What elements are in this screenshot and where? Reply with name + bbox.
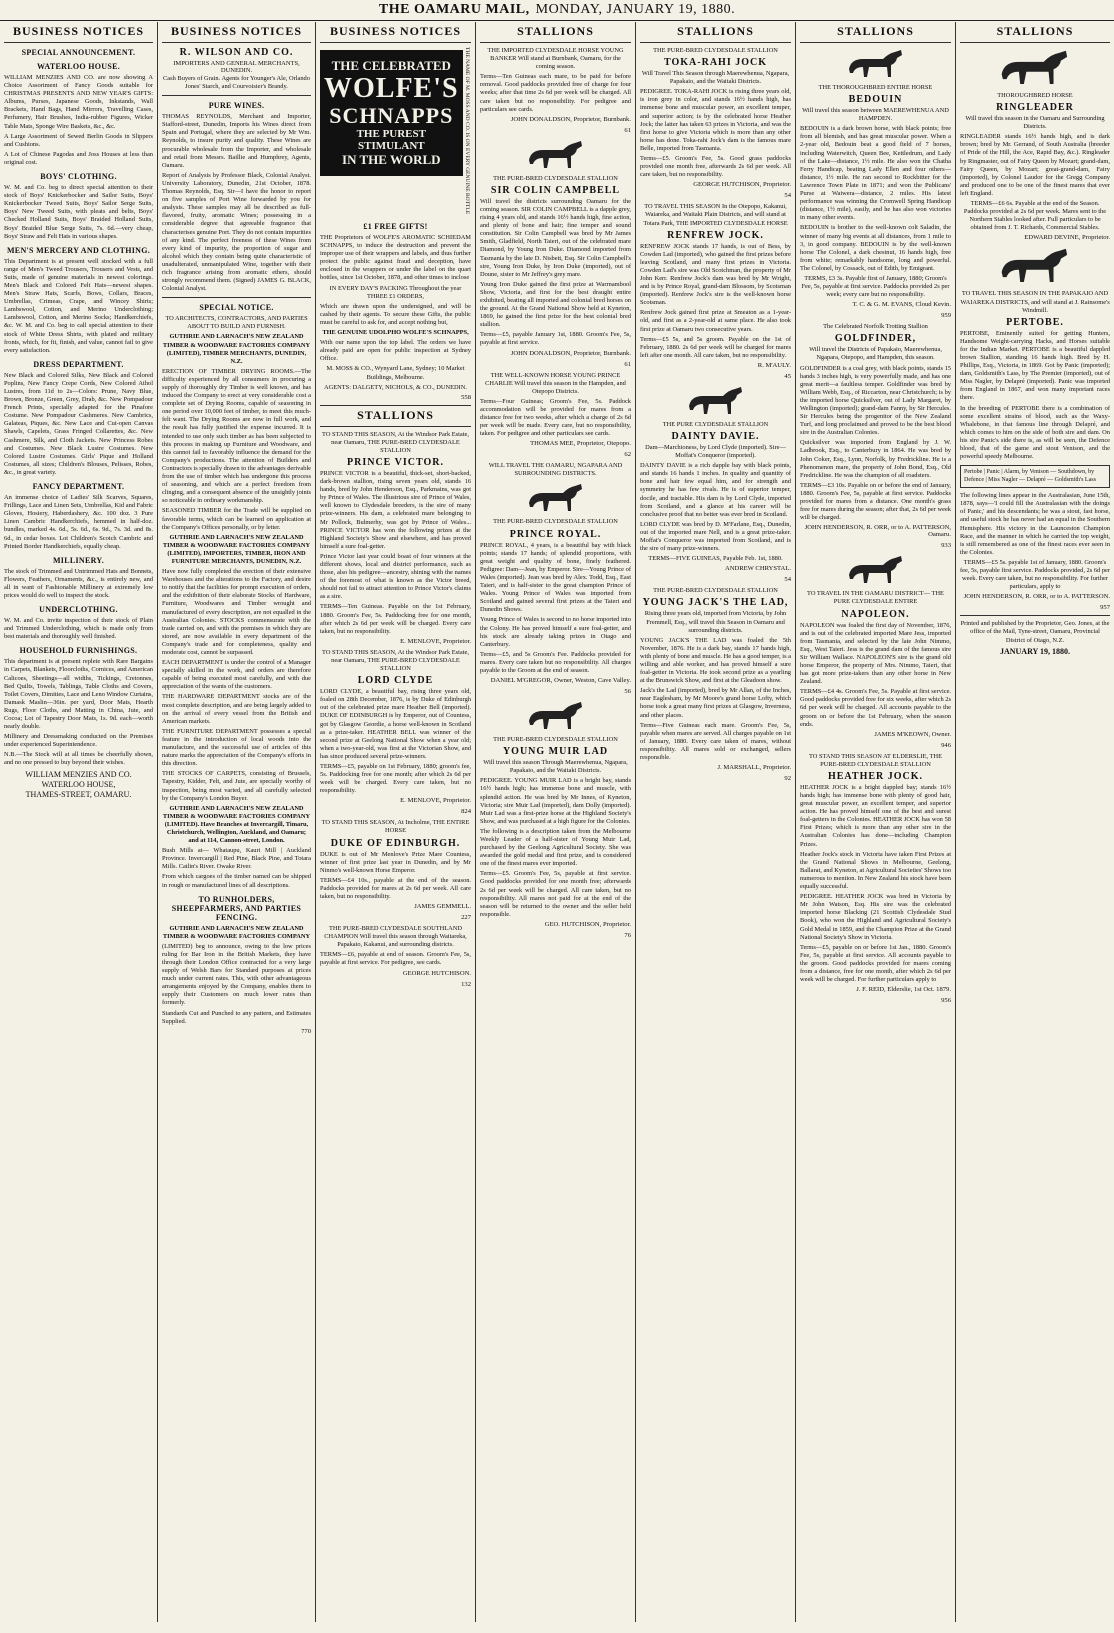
ad-number: 227 bbox=[461, 914, 471, 922]
advertiser-name: GUTHRIE AND LARNACH'S NEW ZEALAND TIMBER & WOODWARE FACTORIES COMPANY (LIMITED). Have Branches at Invercargill, Timaru, Christchurch, Wellington, Auckland, and Oamaru; and at 114, Cannon-street, London. bbox=[162, 804, 311, 845]
paragraph: TO STAND THIS SEASON, At the Windsor Park Estate, near Oamaru, THE PURE-BRED CLYDESDALE STALLION bbox=[322, 648, 469, 673]
signature: GEORGE HUTCHISON. bbox=[402, 969, 471, 977]
divider bbox=[960, 615, 1110, 616]
horse-illustration-icon bbox=[521, 699, 591, 733]
paragraph: LORD CLYDE was bred by D. M'Farlane, Esq., Dunedin, out of the imported mare Nell, and is a great prize-taker. Moffat's Conqueror was imported from Scotland, and is the sire of many prize-winners. bbox=[640, 520, 791, 553]
signature: JOHN HENDERSON, R. ORR, or to A. PATTERSON, Oamaru. bbox=[804, 524, 951, 539]
horse-illustration-icon bbox=[521, 138, 591, 172]
ad-number: 76 bbox=[624, 931, 631, 939]
paragraph: GOLDFINDER is a coal grey, with black points, stands 15 hands 3 inches high, is very powerfully made, and has one great merit—a faultless temper. Goldfinder was bred by William Webb, Esq., of Riccarton, near Christchurch; is by the imported horse Quicksilver, out of Lady Margaret, by Wellington (imported); grand-dam Fanny, by Sir Hercules. Sir Hercules being the progenitor of the New Zealand Turf, and long proclaimed and proved to be the best blood sire in the Australian Colonies. bbox=[800, 364, 951, 437]
paragraph: Terms—£5. Groom's Fee, 5s, payable at first service. Good paddocks provided for one month free; afterwards 2s 6d per week will be charged. All care taken, but no responsibility. All mares not paid for at the end of the season will be returned to the owner and the seller held responsible. bbox=[480, 870, 631, 918]
paragraph: WILL TRAVEL THE OAMARU, NGAPARA AND SURROUNDING DISTRICTS. bbox=[488, 462, 623, 478]
paragraph: TO TRAVEL THIS SEASON IN THE PAPAKAIO AND WAIAREKA DISTRICTS, and will stand at J. Rainsome's Windmill. bbox=[960, 290, 1110, 314]
divider bbox=[162, 95, 311, 96]
paragraph: IN EVERY DAY'S PACKING Throughout the year THREE £1 ORDERS, bbox=[329, 284, 462, 300]
signature: E. MENLOVE, Proprietor. bbox=[400, 637, 471, 645]
paragraph: An immense choice of Ladies' Silk Scarves, Squares, Frillings, Lace and Linen Sets, Umbrellas, Kid and Fabric Gloves, Hosiery, Haberdashery, &c. 100 doz. 3 Pure Linen Cambric Handkerchiefs, hemmed in half-doz. bundles, marked 4s. 6d., 5s. 6d., 6s. 9d., 7s. 3d. and 8s. 6d., in cedar boxes. Lot Children's Scotch Cambric and Printed Border Handkerchiefs, equally cheap. bbox=[4, 494, 153, 550]
section-heading: HOUSEHOLD FURNISHINGS. bbox=[19, 646, 138, 656]
signature: JAMES M'KEOWN, Owner. bbox=[874, 730, 951, 738]
paragraph: TERMS—Ten Guineas. Payable on the 1st February, 1880. Groom's Fee, 5s. Paddocking free for one month, after which 2s 6d per week will be charged. Every care taken, but no responsibility. bbox=[320, 603, 471, 635]
paragraph: PERTOBE, Eminently suited for getting Hunters, Handsome Weight-carrying Hacks, and Horses suitable for the Indian Market. PERTOBE is a beautiful dappled brown Stallion, standing 16 hands high. Bred by H. Phillips, Esq., Victoria, in 1869. Got by Panic (imported); dam, Goldsmith's Lass, by The Premier (imported), out of Miss Nagler, by Delapré (imported). Panic was imported from England in 1867, and won many important races there. bbox=[960, 329, 1110, 402]
paragraph: ERECTION OF TIMBER DRYING ROOMS.—The difficulty experienced by all consumers in procuring a supply of thoroughly dry Timber is well known, and has induced the Company to erect at very considerable cost a complete set of Drying Rooms, capable of seasoning in one period over 10,000 feet of timber, to meet this much-felt want. The Drying Rooms are now in full work, and the result has fully justified the expense incurred. It is intended to use only such timber as has been subjected to this process in making up Furniture and Woodware, and this cannot fail to favorably influence the demand for the Company's productions. The attention of Builders and Contractors is specially drawn to the advantages derivable from the use of timber which has undergone this process of seasoning, and which are a perfect freedom from clinging, and a consequent absence of the unsightly joints so noticeable in ordinary workmanship. bbox=[162, 367, 311, 505]
paragraph: RENFREW JOCK stands 17 hands, is out of Bess, by Cowden Lad (imported), who gained the first prizes before leaving Scotland, and many first prizes in Victoria. Cowden Lad's sire was Old Scotchman, the property of Mr John Kerr. Renfrew Jock's dam was bred by Mr Wright, and is by Prince Royal, grand-dam Blossom, by Scotsman (imported). Renfrew Jock's sire is the well-known horse Scotsman. bbox=[640, 242, 791, 307]
ad-number: 558 bbox=[461, 393, 471, 401]
paragraph: THE PURE-BRED CLYDESDALE STALLION bbox=[653, 47, 778, 54]
paragraph: Quicksilver was imported from England by J. W. Ladbrook, Esq., to Canterbury in 1864. He was bred by John Coker, Esq., Lynn, Norfolk, by Fredrickline. He is a Phenomenon mare, the property of John Bond, Esq., Old Fredrickline. He was the champion of all roadsters. bbox=[800, 439, 951, 479]
paragraph: RINGLEADER stands 16½ hands high, and is dark brown; bred by Mr. Gerrand, of South Australia (breeder of Pride of the Hill, the Ace, Rapid Bay, &c.). Ringleader by Ringmaster, out of Fairy Queen by Mozart; grand-dam, Fairy Queen, by Mozart; great-grand-dam, Fairy (imported), by Colonel Laudor for the Gregg Company and produced one to be one of the finest mares that ever left England. bbox=[960, 133, 1110, 197]
horse-illustration-icon bbox=[681, 384, 751, 418]
paragraph: THE PURE CLYDESDALE STALLION bbox=[662, 420, 769, 428]
pedigree-text: Pertobe | Panic | Alarm, by Venison — Southdown, by Defence | Miss Nagler — Delapré — Goldsmith's Lass bbox=[964, 469, 1096, 483]
paragraph: Will Travel This Season through Maerewhenua, Ngapara, Papakaio, and the Waitaki Districts. bbox=[641, 70, 790, 86]
vertical-caption: THE NAME OF M. MOSS AND CO. IS ON EVERY GENUINE BOTTLE bbox=[464, 47, 470, 215]
paragraph: TERMS—£3 10s. Payable on or before the end of January, 1880. Groom's Fee, 5s, payable at first service. Paddocks provided for mares from a distance. One month's grass free for mares during the season; after that, 2s 6d per week will be charged. bbox=[800, 481, 951, 522]
column-heading: STALLIONS bbox=[960, 22, 1110, 43]
paragraph: N.B.—The Stock will at all times be cheerfully shown, and no one pressed to buy beyond their wishes. bbox=[4, 751, 153, 767]
ad-number: 956 bbox=[941, 997, 951, 1005]
signature: JOHN DONALDSON, Proprietor, Burnbank. bbox=[510, 115, 631, 123]
paragraph: TERMS—£5, payable on 1st February, 1880; groom's fee, 5s. Paddocking free for one month; after which 2s 6d per week will be charged. Every care taken, but no responsibility. bbox=[320, 762, 471, 795]
signature: ANDREW CHRYSTAL. bbox=[724, 565, 791, 573]
paragraph: THOROUGHBRED HORSE bbox=[997, 92, 1073, 99]
paragraph: THE PURE-BRED CLYDESDALE STALLION bbox=[493, 736, 618, 744]
paragraph: The following is a description taken from the Melbourne Weekly Leader of a half-sister of Young Muir Lad, purchased by the Geelong Agricultural Society. She was awarded the gold medal and first prize, and is considered one of the finest mares ever imported. bbox=[480, 827, 631, 868]
paragraph: (LIMITED) beg to announce, owing to the low prices ruling for Bar Iron in the British Markets, they have through their London Office contracted for a very large supply of Welsh Bars for Standard purposes at prices much under current rates. This, with other advantageous arrangements enjoyed by the Company, enables them to supply their Customers on much lower rates than formerly. bbox=[162, 942, 311, 1007]
paragraph: TERMS—£6 6s. Payable at the end of the Season. Paddocks provided at 2s 6d per week. Mares sent to the Northern Stables looked after. Full particulars to be obtained from J. T. Richards, Commercial Stables. bbox=[963, 200, 1107, 232]
section-heading: UNDERCLOTHING. bbox=[39, 605, 118, 615]
paragraph: Will travel this season in the Oamaru and Surrounding Districts. bbox=[965, 115, 1105, 131]
paragraph: SEASONED TIMBER for the Trade will be supplied on favorable terms, which can be learned on application at the Company's Offices personally, or by letter. bbox=[162, 507, 311, 531]
paragraph: THE PURE-BRED CLYDESDALE STALLION bbox=[653, 587, 778, 595]
ad-number: 61 bbox=[624, 360, 631, 368]
paragraph: DAINTY DAVIE is a rich dapple bay with black points, and stands 16 hands 1 inches. In quality and quantity of bone and hair few equal him, and for strength and symmetry he has few rivals. He is of superior temper, docile, and tractable. His dam is by Lord Clyde, imported from Scotland, and a glance at his career will be conclusive proof that no better was ever bred in Scotland. bbox=[640, 462, 791, 518]
advertiser-name: R. WILSON AND CO. bbox=[179, 47, 294, 58]
paragraph: Dam—Marchioness, by Lord Clyde (imported). Sire—Moffat's Conqueror (imported). bbox=[645, 444, 786, 460]
footer-date: JANUARY 19, 1880. bbox=[999, 646, 1071, 656]
signature: EDWARD DEVINE, Proprietor. bbox=[1024, 234, 1110, 242]
pedigree-table bbox=[960, 465, 1110, 488]
stallion-name: RINGLEADER bbox=[996, 102, 1074, 114]
ad-number: 45 bbox=[784, 372, 791, 380]
paragraph: Terms—£5. Groom's Fee, 5s. Good grass paddocks provided one month free, afterwards 2s 6d per week. All care taken, but no responsibility. bbox=[640, 155, 791, 179]
ad-brand: SCHNAPPS bbox=[329, 103, 454, 128]
ad-number: 132 bbox=[461, 980, 471, 988]
paragraph: LORD CLYDE, a beautiful bay, rising three years old, foaled on 28th December, 1876, is by Duke of Edinburgh out of the celebrated prize mare Heather Bell (imported). DUKE OF EDINBURGH is by Emperor, out of Countess, got by Glasgow Geordie, a horse well-known in Scotland as a prize-taker. HEATHER BELL was winner of the second prize at Geelong National Show when a year old; when a two-year-old, was first at the Victorian Show, and has since produced several prize-winners. bbox=[320, 688, 471, 760]
stallion-name: PERTOBE. bbox=[1006, 316, 1064, 328]
stallion-name: GOLDFINDER, bbox=[834, 333, 917, 345]
paragraph: THE PURE-BRED CLYDESDALE STALLION bbox=[493, 518, 618, 526]
paragraph: In the breeding of PERTOBE there is a combination of some excellent strains of blood, such as the Waxy-Whalebone, in that famous line through Delapré, and which comes to him on the side of both sire and dam. On his sire Panic's side there is, as will be seen, the Defence blood, that of the game and stout Venison, and the powerful speedy Melbourne. bbox=[960, 404, 1110, 461]
signature: GEORGE HUTCHISON, Proprietor. bbox=[693, 181, 791, 189]
section-heading: MILLINERY. bbox=[52, 555, 105, 565]
ad-brand: WOLFE'S bbox=[324, 73, 459, 104]
masthead-paper: THE OAMARU MAIL, bbox=[378, 2, 530, 17]
paragraph: A Lot of Chinese Pagodas and Joss Houses at less than original cost. bbox=[4, 150, 153, 166]
ad-number: 61 bbox=[624, 126, 631, 134]
signature: J. F. REID, Elderslie, 1st Oct. 1879. bbox=[856, 986, 951, 994]
paragraph: Terms—£5, payable January 1st, 1880. Groom's Fee, 5s, payable at first service. bbox=[480, 331, 631, 347]
signature: THOMAS MEE, Proprietor, Otepopo. bbox=[530, 440, 631, 448]
paragraph: Which are drawn upon the undersigned, and will be cashed by their agents. To secure these Gifts, the public must be careful to ask for, and accept nothing but, bbox=[320, 302, 471, 326]
column-2 bbox=[158, 22, 316, 1622]
paragraph: TERMS—£6, payable at end of season. Groom's Fee, 5s, payable at first service. For pedigree, see cards. bbox=[320, 951, 471, 967]
paragraph: TERMS—£4 10s., payable at the end of the season. Paddocks provided for mares at 2s 6d per week. All care taken, but no responsibility. bbox=[320, 876, 471, 900]
paragraph: Terms—£5 5s, and 5s groom. Payable on the 1st of February, 1880. 2s 6d per week will be charged for mares left after one month. All care taken, but no responsibility. bbox=[640, 335, 791, 359]
paragraph: THE GENUINE UDOLPHO WOLFE'S SCHNAPPS, bbox=[322, 329, 469, 337]
column-heading: STALLIONS bbox=[800, 22, 951, 43]
column-4 bbox=[476, 22, 636, 1622]
paragraph: Terms—Five Guineas each mare. Groom's Fee, 5s, payable when mares are served. All charges payable on 1st of January, 1880. Every care taken of mares, without responsibility. All mares sold or exchanged, sellers responsible. bbox=[640, 721, 791, 761]
column-heading: STALLIONS bbox=[640, 22, 791, 43]
paragraph: The following lines appear in the Australasian, June 15th, 1878, says—'I could fill the Australasian with the doings of Panic,' and his descendants; he was a stout, fast horse, and useful stock he has never had an equal in the Southern Hemisphere. His victory in the Launceston Champion Race, and the manner in which he carried the top weight, is still remembered as one of the finest races ever seen in the Colonies. bbox=[960, 492, 1110, 556]
paragraph: Will travel this season between MAEREWHENUA AND HAMPDEN. bbox=[802, 107, 949, 123]
paragraph: Renfrew Jock gained first prize at Smeaton as a 1-year-old, and first as a 2-year-old at same place. He also took first prize at Oamaru two consecutive years. bbox=[640, 309, 791, 333]
paragraph: Millinery and Dressmaking conducted on the Premises under experienced Superintendence. bbox=[4, 733, 153, 749]
stallion-name: PRINCE ROYAL. bbox=[509, 528, 602, 540]
advertiser-name: GUTHRIE AND LARNACH'S NEW ZEALAND TIMBER & WOODWARE FACTORIES COMPANY (LIMITED), TIMBER MERCHANTS, DUNEDIN, N.Z. bbox=[162, 333, 311, 365]
stallion-name: PRINCE VICTOR. bbox=[347, 456, 444, 468]
paragraph: The Celebrated Norfolk Trotting Stallion bbox=[823, 323, 928, 331]
signature: WILLIAM MENZIES AND CO. bbox=[25, 769, 132, 779]
ad-line: THE PUREST STIMULANT bbox=[356, 128, 426, 152]
signature: R. M'AULY. bbox=[757, 361, 791, 369]
ad-number: 54 bbox=[784, 576, 791, 584]
column-6 bbox=[796, 22, 956, 1622]
signature: JOHN DONALDSON, Proprietor, Burnbank. bbox=[510, 349, 631, 357]
paragraph: THOMAS REYNOLDS, Merchant and Importer, Stafford-street, Dunedin, Imports his Wines direct from Spain and Portugal, where they are selected by Mr Wm. Reynolds, to insure purity and quality. These Wines are procurable wholesale from the Importer, and wholesale and retail from Messrs. Baillie and Humphrey, Agents, Oamaru. bbox=[162, 113, 311, 169]
paragraph: Report of Analysis by Professor Black, Colonial Analyst. University Laboratory, Dunedin, 21st October, 1878. Thomas Reynolds, Esq. Sir—I have the honor to report on five samples of Port Wine forwarded by you for analysis. These samples may all be described as full-flavored, fruity, aromatic Wines; possessing in a considerable degree that agreeable fragrance that characterises genuine Port. They do not contain impurities of any kind. The perfect freeness of these Wines from every kind of impurity, the proportion of sugar and alcohol which they contain being quite characteristic of unadulterated, unmanipulated Wine, together with their rich fragrance arising from aromatic ethers, should strongly recommend them. (Signed) JAMES G. BLACK, Colonial Analyst. bbox=[162, 171, 311, 293]
column-3 bbox=[316, 22, 476, 1622]
paragraph: Jack's the Lad (imported), bred by Mr Allan, of the Inches, near Eaglesham, by Mr Moore's grand horse Lofty, which horse took a great many first prizes at Glasgow, Inverness, and other places. bbox=[640, 687, 791, 719]
section-heading: PURE WINES. bbox=[208, 101, 265, 111]
paragraph: Will travel the Districts of Papakaio, Maerewhenua, Ngapara, Otepopo, and Hampden, this season. bbox=[809, 346, 942, 362]
section-heading: MEN'S MERCERY AND CLOTHING. bbox=[6, 245, 151, 255]
paragraph: PEDIGREE. HEATHER JOCK was bred in Victoria by Mr John Watson, Esq. His sire was the celebrated imported horse Blacking (21 Scottish Clydesdale Stud Book), who won the Highland and Agricultural Society's Gold Medal in 1859, and the Champion Prize at the Grand National Society's Show in Victoria. bbox=[800, 893, 951, 941]
paragraph: HEATHER JOCK is a bright dappled bay; stands 16½ hands high; has immense bone with plenty of good hair, great muscular power, an excellent temper, and superior action. He has proved himself one of the best and surest foal-getters in the Colonies. HEATHER JOCK has won 58 First Prizes; which is more than any other sire in the Australian Colonies has done—including Champion Prizes. bbox=[800, 783, 951, 848]
ad-number: 933 bbox=[941, 542, 951, 550]
paragraph: THE THOROUGHBRED ENTIRE HORSE bbox=[818, 84, 933, 91]
paragraph: From which cargoes of the timber named can be shipped in rough or manufactured lines of all descriptions. bbox=[162, 873, 311, 889]
paragraph: New Black and Colored Silks, New Black and Colored Poplins, New Fancy Crepe Cords, New Colored Athol Lustres, from 11d to 2s—Colors: Prune, Navy Blue, Brown, Bronze, Green, Grey, Drab, &c. New Pompadour French Prints, specially adapted for the Pinafore Costume. New Pompadour Cashmeres. New Cambrics, Galateas, Piques, &c. New Lace and Cut-open Canvas Shawls, Capelets, Grass Fringed Collarettes, &c. New Cashmere, Silk, and Cloth Jackets. New Princess Robes and Costumes. New Black Lustre Costumes. New Colored Lustre Costumes. Girls' Pique and Holland Costumes, all sizes; Children's Blouses, Pelisses, Robes, &c., in great variety. bbox=[4, 371, 153, 476]
paragraph: PRINCE VICTOR is a beautiful, thick-set, short-backed, dark-brown stallion, rising seven years old, stands 16 hands, bred by John Henderson, Esq., Parkmains, was got by Prince of Wales. The illustrious sire of Prince of Wales, well known to Clydesdale breeders, is the sire of many prize-winners. His dam, a celebrated mare belonging to Mr Pollock, Bulmerhy, was got by Prince of Wales... PRINCE VICTOR has won the following prizes at the Highland Society's Show and elsewhere, and has proved himself a sure foal-getter. bbox=[320, 469, 471, 550]
section-heading: SPECIAL ANNOUNCEMENT. bbox=[21, 48, 136, 57]
terms: TERMS—FIVE GUINEAS, Payable Feb. 1st, 1880. bbox=[648, 555, 783, 563]
paragraph: BEDOUIN is a dark brown horse, with black points; free from all blemish, and has great muscular power. When a 2-year old, Bedouin beat a good field of 7 horses, including Waterwitch, Queen Bee, Kettledrum, and Lady of the Lake—distance, 1½ mile. He also won the Chatha Ferry Handicap, beating Lady Ellen and four others—distance, 1½ mile. He ran second to Rockbitter for the Lawrence Town Plate in 1871; and won the Publicans' Purse at Waiwera—distance, 2 miles. His latest performance was winning the Cromwell Spring Handicap (distance, 1½ mile), easily, and he has also won victories in many other events. bbox=[800, 125, 951, 222]
ad-number: 54 bbox=[784, 192, 791, 200]
column-heading: STALLIONS bbox=[480, 22, 631, 43]
ad-number: 957 bbox=[1100, 604, 1110, 612]
advertiser-name: GUTHRIE AND LARNACH'S NEW ZEALAND TIMBER & WOODWARE FACTORIES COMPANY bbox=[162, 924, 311, 940]
paragraph: THE IMPORTED CLYDESDALE HORSE YOUNG BANKER Will stand at Burnbank, Oamaru, for the coming season. bbox=[487, 47, 624, 71]
paragraph: THE Proprietors of WOLFE'S AROMATIC SCHIEDAM SCHNAPPS, to induce the destruction and prevent the improper use of their wrappers and labels, and thus further protect the public against fraud and deception, have enclosed in the wrappers or under the label on the quart bottles, since 1st October, 1878, and other times to inclose bbox=[320, 234, 471, 282]
column-heading: BUSINESS NOTICES bbox=[4, 22, 153, 43]
paragraph: TO TRAVEL THIS SEASON In the Otepopo, Kakanui, Waiareka, and Waitaki Plain Districts, and will stand at Totara Park, THE IMPORTED CLYDESDALE HORSE bbox=[643, 203, 788, 227]
ad-line: IN THE WORLD bbox=[342, 152, 441, 167]
section-heading: SPECIAL NOTICE. bbox=[199, 303, 274, 313]
ad-number: 92 bbox=[784, 775, 791, 783]
ad-number: 770 bbox=[301, 1027, 311, 1035]
paragraph: Terms—Four Guineas; Groom's Fee, 5s. Paddock accommodation will be provided for mares from a distance free for two weeks, after which a charge of 2s 6d per week will be made. Every care, but no responsibility, taken. For pedigree and other particulars see cards. bbox=[480, 397, 631, 438]
paragraph: BEDOUIN is brother to the well-known colt Saladin, the winner of many big events at all distances, from 1 mile to 3, in good company. BEDOUIN is by the well-known horse The Colonel, a dark chestnut, 16 hands high, free from white; remarkably handsome, long and powerful. The Colonel, by Cossack, out of Edith, by Emigrant. bbox=[800, 224, 951, 272]
masthead bbox=[0, 0, 1114, 21]
paragraph: This department is at present replete with Rare Bargains in Carpets, Blankets, Floorcloths, Cornices, and American Calicoes, Sheetings—all widths, Tickings, Cretonnes, Bed Quilts, Towels, Tablings, Table Cloths and Covers, Toilet Covers, Dimities, Lace and Leno Window Curtains, Damask Maslin—36in. per yard, Door Mats, Hearth Rugs, Floor Cloths, and Matting in China, Jute, and Cocoa; Lot of Tapestry Door Mats, 1s. 9d. each—worth nearly double. bbox=[4, 658, 153, 731]
paragraph: Prince Victor last year could boast of four winners at the different shows, local and district performance, such as those, also his pedigree—ancestry, shining with the names of the foremost of what is known as the Victor breed, should not fail to attract attention to Prince Victor's claims as a sire. bbox=[320, 552, 471, 601]
signature: JOHN HENDERSON, R. ORR, or to A. PATTERSON. bbox=[963, 593, 1110, 601]
column-heading: BUSINESS NOTICES bbox=[320, 22, 471, 43]
paragraph: Terms—£5, and 5s Groom's Fee. Paddocks provided for mares. Every care taken but no responsibility. All charges payable to the Groom at the end of season. bbox=[480, 650, 631, 674]
ad-number: 959 bbox=[941, 312, 951, 320]
ad-number: 824 bbox=[461, 808, 471, 816]
paragraph: Terms—Ten Guineas each mare, to be paid for before removal. Good paddocks provided free of charge for four weeks; after that time 2s 6d per week will be charged. All care taken but no responsibility. For pedigree and particulars see cards. bbox=[480, 73, 631, 113]
paragraph: PEDIGREE. TOKA-RAHI JOCK is rising three years old, is iron grey in color, and stands 16½ hands high, has immense bone and muscular power, an excellent temper, and superior action; is by the celebrated horse Heather Jock; the latter has taken 63 prizes in Victoria, and was the first horse to give Victoria which is more than any other horse has done. Toka-rahi Jock's dam is the famous mare Belle, imported from Tasmania. bbox=[640, 88, 791, 152]
paragraph: Standards Cut and Punched to any pattern, and Estimates Supplied. bbox=[162, 1009, 311, 1025]
stallion-name: LORD CLYDE bbox=[357, 675, 434, 687]
divider bbox=[162, 297, 311, 298]
masthead-date: MONDAY, JANUARY 19, 1880. bbox=[535, 2, 736, 17]
stallion-name: YOUNG JACK'S THE LAD, bbox=[642, 597, 789, 609]
section-heading: BOYS' CLOTHING. bbox=[40, 172, 117, 182]
paragraph: Will travel this season Through Maerewhenua, Ngapara, Papakaio, and the Waitaki Districts. bbox=[483, 759, 628, 775]
section-heading: DRESS DEPARTMENT. bbox=[33, 359, 124, 369]
paragraph: Young Iron Duke gained the first prize at Warrnambool Show, Victoria, and first for the best draught entire exhibited, beating all imported and colonial bred horses on the ground. At the Grand National Show held at Kyneton, 1869, he gained the first prize for the best colonial bred stallion. bbox=[480, 280, 631, 329]
horse-illustration-icon bbox=[841, 47, 911, 81]
section-heading: TO RUNHOLDERS, SHEEPFARMERS, AND PARTIES FENCING. bbox=[171, 894, 302, 922]
stallion-name: DAINTY DAVIE. bbox=[671, 431, 760, 442]
paragraph: W. M. and Co. beg to direct special attention to their stock of Boys' Knickerbocker and Sailor Suits, Boys' Knickerbocker Tweed Suits, Boys' Sailor Serge Suits, Boys' New Tweed Suits, with pleats and belts, Boys' Checked Holland Suits, Boys' Braided Holland Suits, Boys' Braided Blue Serge Suits, 7s. 6d.—very cheap, Boys' Straw and Felt Hats in various shapes. bbox=[4, 184, 153, 240]
paragraph: TO ARCHITECTS, CONTRACTORS, AND PARTIES ABOUT TO BUILD AND FURNISH. bbox=[165, 315, 308, 331]
paragraph: THE WELL-KNOWN HORSE YOUNG PRINCE CHARLIE Will travel this season in the Hampden, and Otepopo Districts. bbox=[485, 371, 626, 395]
paragraph: Heather Jock's stock in Victoria have taken First Prizes at the Grand National Shows in Melbourne, Geelong, Ballarat, and Kyneton, at Agricultural Societies' Shows too numerous to mention. In New Zealand his stock have been equally successful. bbox=[800, 850, 951, 891]
paragraph: PEDIGREE. YOUNG MUIR LAD is a bright bay, stands 16½ hands high; has immense bone and muscle, with splendid action. He was bred by Mr Innes, of Kyneton, Victoria; sire Muir Lad (imported), dam Dolly (imported). Muir Lad was a first-prize horse at the Highland Society's Show, and was purchased at a high figure for the Colonies. bbox=[480, 777, 631, 825]
paragraph: Cash Buyers of Grain. Agents for Younger's Ale, Orlando Jones' Starch, and Courvoisier's Brandy. bbox=[163, 75, 310, 91]
paragraph: YOUNG JACK'S THE LAD was foaled the 5th November, 1876. He is a dark bay, stands 17 hands high, with plenty of bone and muscle. He has a good temper, is a willing and able worker, and has proved himself a sure foal-getter in Victoria. He took second prize as a yearling at the Brunswick Show, and first at the Gleadoon show. bbox=[640, 636, 791, 685]
paragraph: THE FURNITURE DEPARTMENT possesses a special feature in the introduction of local woods into the manufacture, and the successful use of articles of this nature marks the appreciation of the Company's efforts in this direction. bbox=[162, 727, 311, 768]
paragraph: This Department is at present well stocked with a full range of Men's Tweed Trousers, Trousers and Vests, and Suits, made of genuine materials in newest colorings. Men's Black and Colored Felt Hats—newest shapes. Men's Straw Hats, Scarfs, Bows, Collars, Braces, Umbrellas, Crimeas, Crape, and Wincey Shirts; Lambswool, Cotton, and Merino Underclothing; Lambswool, Cotton, and Merino Socks; Handkerchiefs, &c. W. M. and Co. beg to call special attention to their stock of White Dress Shirts, with plated and military fronts, which, for fit, finish, and value, cannot fail to give every satisfaction. bbox=[4, 257, 153, 354]
paragraph: WILLIAM MENZIES AND CO. are now showing A Choice Assortment of Fancy Goods suitable for CHRISTMAS PRESENTS AND NEW YEAR'S GIFTS: Albums, Purses, Japanese Goods, Inkstands, Wall Brackets, Hand Bags, Hand Mirrors, Travelling Cases, Perfumery, Hair Brushes, India-rubber Figures, Wicker Table Mats, Sponge Wire Baskets, &c., &c. bbox=[4, 74, 153, 130]
imprint: Printed and published by the Proprietor, Geo. Jones, at the office of the Mail, Tyne-street, Oamaru, Provincial District of Otago, N.Z. bbox=[960, 620, 1110, 644]
signature: T. C. & G. M. EVANS, Cloud Kevin. bbox=[852, 301, 951, 309]
column-heading: BUSINESS NOTICES bbox=[162, 22, 311, 43]
column-5 bbox=[636, 22, 796, 1622]
paragraph: TERMS, £3 3s. Payable first of January, 1880; Groom's Fee, 5s, payable at first service. Paddocks provided 2s per week; every care but no responsibility. bbox=[801, 274, 950, 299]
advertiser-name: GUTHRIE AND LARNACH'S NEW ZEALAND TIMBER & WOODWARE FACTORIES COMPANY (LIMITED), IMPORTERS, TIMBER, IRON AND FURNITURE MERCHANTS, DUNEDIN, N.Z. bbox=[162, 533, 311, 565]
stallion-name: RENFREW JOCK. bbox=[667, 229, 764, 241]
paragraph: TO STAND THIS SEASON, At Incholme, THE ENTIRE HORSE bbox=[321, 819, 470, 835]
paragraph: Bush Mills at— Whataupu, Kauri Mill | Auckland Province. Invercargill | Red Pine, Black Pine, and Totara Mills. Catlin's River. Owake River. bbox=[162, 847, 311, 871]
paragraph: A Large Assortment of Sewed Berlin Goods in Slippers and Cushions. bbox=[4, 132, 153, 148]
section-heading: £1 FREE GIFTS! bbox=[363, 222, 428, 231]
paragraph: DUKE is out of Mr Menlove's Prize Mare Countess, winner of first prize last year in Dunedin, and by Mr Ninmo's well-known Horse Emperor. bbox=[320, 850, 471, 874]
paragraph: THE PURE-BRED CLYDESDALE STALLION bbox=[493, 174, 618, 182]
horse-illustration-icon bbox=[990, 245, 1080, 287]
horse-illustration-icon bbox=[841, 553, 911, 587]
column-7 bbox=[956, 22, 1114, 1622]
paragraph: Terms—£5, payable on or before 1st Jan., 1880. Groom's Fee, 5s, payable at first service. All accounts payable to the groom. Good paddocks provided for mares coming from a distance, free for one month, after which 2s 6d per week will be charged. For further particulars apply to bbox=[800, 943, 951, 984]
paragraph: Rising three years old, imported from Victoria, by John Fremmell, Esq., will travel this Season in Oamaru and surrounding districts. bbox=[644, 610, 787, 634]
section-heading: FANCY DEPARTMENT. bbox=[32, 482, 125, 492]
signature: THAMES-STREET, OAMARU. bbox=[25, 789, 132, 799]
paragraph: THE STOCKS OF CARPETS, consisting of Brussels, Tapestry, Kidder, Felt, and Jute, are specially worthy of inspection, being most varied, and all carefully selected by the Company's London Buyer. bbox=[162, 770, 311, 802]
column-heading: STALLIONS bbox=[320, 405, 471, 427]
paragraph: W. M. and Co. invite inspection of their stock of Plain and Trimmed Underclothing, which is made only from best materials and thoroughly well finished. bbox=[4, 617, 153, 641]
paragraph: Will travel the districts surrounding Oamaru for the coming season. SIR COLIN CAMPBELL is a dapple grey, rising 4 years old, and stands 16½ hands high, fine action, and plenty of bone and hair; fine temper and sound constitution. Sir Colin Campbell was bred by Mr James Smith, Gladfield, North Taieri, out of the celebrated mare Diamond, by Young Iron Duke. Diamond imported from Tasmania by the late D. Nisbett, Esq. Sir Colin Campbell's sire, Young Iron Duke, by Iron Duke (imported), out of Doune, sister to Mr Jeffrey's grey mare. bbox=[480, 197, 631, 278]
paragraph: THE HARDWARE DEPARTMENT stocks are of the most complete description, and are being largely added to on the arrival of every vessel from the British and American markets. bbox=[162, 693, 311, 725]
horse-illustration-icon bbox=[521, 481, 591, 515]
paragraph: AGENTS: DALGETY, NICHOLS, & CO., DUNEDIN. bbox=[324, 383, 467, 391]
signature: J. MARSHALL, Proprietor. bbox=[717, 764, 791, 772]
paragraph: TERMS—£4 4s. Groom's Fee, 5s. Payable at first service. Good paddocks provided free for six weeks, after which 2s 6d per week will be charged. All accounts payable to the groom on or before the 1st February, when the season ends. bbox=[800, 688, 951, 728]
columns bbox=[0, 22, 1114, 1622]
paragraph: The stock of Trimmed and Untrimmed Hats and Bonnets, Flowers, Feathers, Ornaments, &c., is entirely new, and all in want of Fashionable Millinery at extremely low prices would do well to inspect the stock. bbox=[4, 567, 153, 599]
stallion-name: YOUNG MUIR LAD bbox=[502, 746, 609, 758]
paragraph: M. MOSS & CO., Wynyard Lane, Sydney; 10 Market Buildings, Melbourne. bbox=[326, 365, 465, 381]
paragraph: TO TRAVEL IN THE OAMARU DISTRICT— THE PURE CLYDESDALE ENTIRE bbox=[807, 590, 944, 606]
ad-number: 62 bbox=[624, 451, 631, 459]
horse-illustration-icon bbox=[990, 47, 1080, 89]
advertiser-subtitle: IMPORTERS AND GENERAL MERCHANTS, DUNEDIN. bbox=[173, 60, 300, 74]
signature: JAMES GEMMELL. bbox=[414, 903, 471, 911]
paragraph: THE PURE-BRED CLYDESDALE SOUTHLAND CHAMPION Will travel this season through Waitareka, Papakaio, Kakanui, and surrounding districts. bbox=[324, 925, 467, 949]
signature: E. MENLOVE, Proprietor. bbox=[400, 797, 471, 805]
paragraph: TO STAND THIS SEASON, At the Windsor Park Estate, near Oamaru, THE PURE-BRED CLYDESDALE STALLION bbox=[322, 430, 469, 454]
schnapps-advertisement bbox=[320, 50, 463, 176]
paragraph: Young Prince of Wales is second to no horse imported into the Colony. He has proved himself a sure foal-getter, and his stock are already taking prizes in Otago and Canterbury. bbox=[480, 616, 631, 648]
signature: DANIEL M'GREGOR, Owner, Weston, Cave Valley. bbox=[490, 677, 631, 685]
paragraph: TERMS—£5 5s. payable 1st of January, 1880. Groom's fee, 5s, payable first service. Paddocks provided, 2s 6d per week. Every care taken, but no responsibility. For further particulars, apply to bbox=[960, 558, 1110, 591]
paragraph: With our name upon the top label. The orders we have already paid are open for public inspection at Sydney Office. bbox=[320, 339, 471, 363]
signature: GEO. HUTCHISON, Proprietor. bbox=[544, 920, 631, 928]
stallion-name: SIR COLIN CAMPBELL bbox=[490, 184, 621, 196]
stallion-name: TOKA-RAHI JOCK bbox=[664, 57, 767, 69]
paragraph: EACH DEPARTMENT is under the control of a Manager specially skilled in the work, and orders are therefore capable of being executed most carefully, and with due appreciation of the wants of the customers. bbox=[162, 659, 311, 691]
signature: WATERLOO HOUSE, bbox=[41, 779, 116, 789]
ad-number: 946 bbox=[941, 741, 951, 749]
stallion-name: NAPOLEON. bbox=[841, 608, 910, 620]
stallion-name: BEDOUIN bbox=[848, 94, 903, 106]
paragraph: TO STAND THIS SEASON AT ELDERSLIE, THE PURE-BRED CLYDESDALE STALLION bbox=[808, 752, 943, 768]
paragraph: NAPOLEON was foaled the first day of November, 1876, and is out of the celebrated imported Mare Jess, imported from Tasmania, and selected by the late John Nimmo, Esq., West Taieri. Jess is the grand dam of the famous sire Sir William Wallace. NAPOLEON'S sire is the grand old horse Emperor, the property of Mrs. Nimmo, Taieri, that has got more prize-takers than any other horse in New Zealand. bbox=[800, 621, 951, 686]
stallion-name: HEATHER JOCK. bbox=[827, 770, 924, 782]
paragraph: Have now fully completed the erection of their extensive Warehouses and the alterations to the Factory, and desire to notify that the facilities for prompt execution of orders, and the exhibition of their elaborate Stocks of Hardware, Furniture, Woodwares and Timber wrought and manufactured of every description, are not equalled in the Australian Colonies. STOCKS commensurate with the trade carried on, and with the premises in which they are stored, are now available in every department of the Company's trade and for completeness, quality and moderate cost, cannot be surpassed. bbox=[162, 568, 311, 656]
ad-line: THE CELEBRATED bbox=[331, 58, 451, 73]
column-1 bbox=[0, 22, 158, 1622]
section-heading: WATERLOO HOUSE. bbox=[36, 62, 121, 71]
ad-number: 56 bbox=[624, 688, 631, 696]
stallion-name: DUKE OF EDINBURGH. bbox=[330, 837, 461, 849]
paragraph: PRINCE ROYAL, 4 years, is a beautiful bay with black points; stands 17 hands; of splendid proportions, with great weight and quality of bone, finely feathered. Pedigree: Dam—Jean, by Emperor. Sire—Young Prince of Wales (imported). Jean was bred by Alex. Todd, Esq., East Taieri, and is half-sister to the great champion Prince of Wales. Young Prince of Wales was imported from Scotland and gained several first prizes at the Taieri and Dunedin Shows. bbox=[480, 541, 631, 614]
